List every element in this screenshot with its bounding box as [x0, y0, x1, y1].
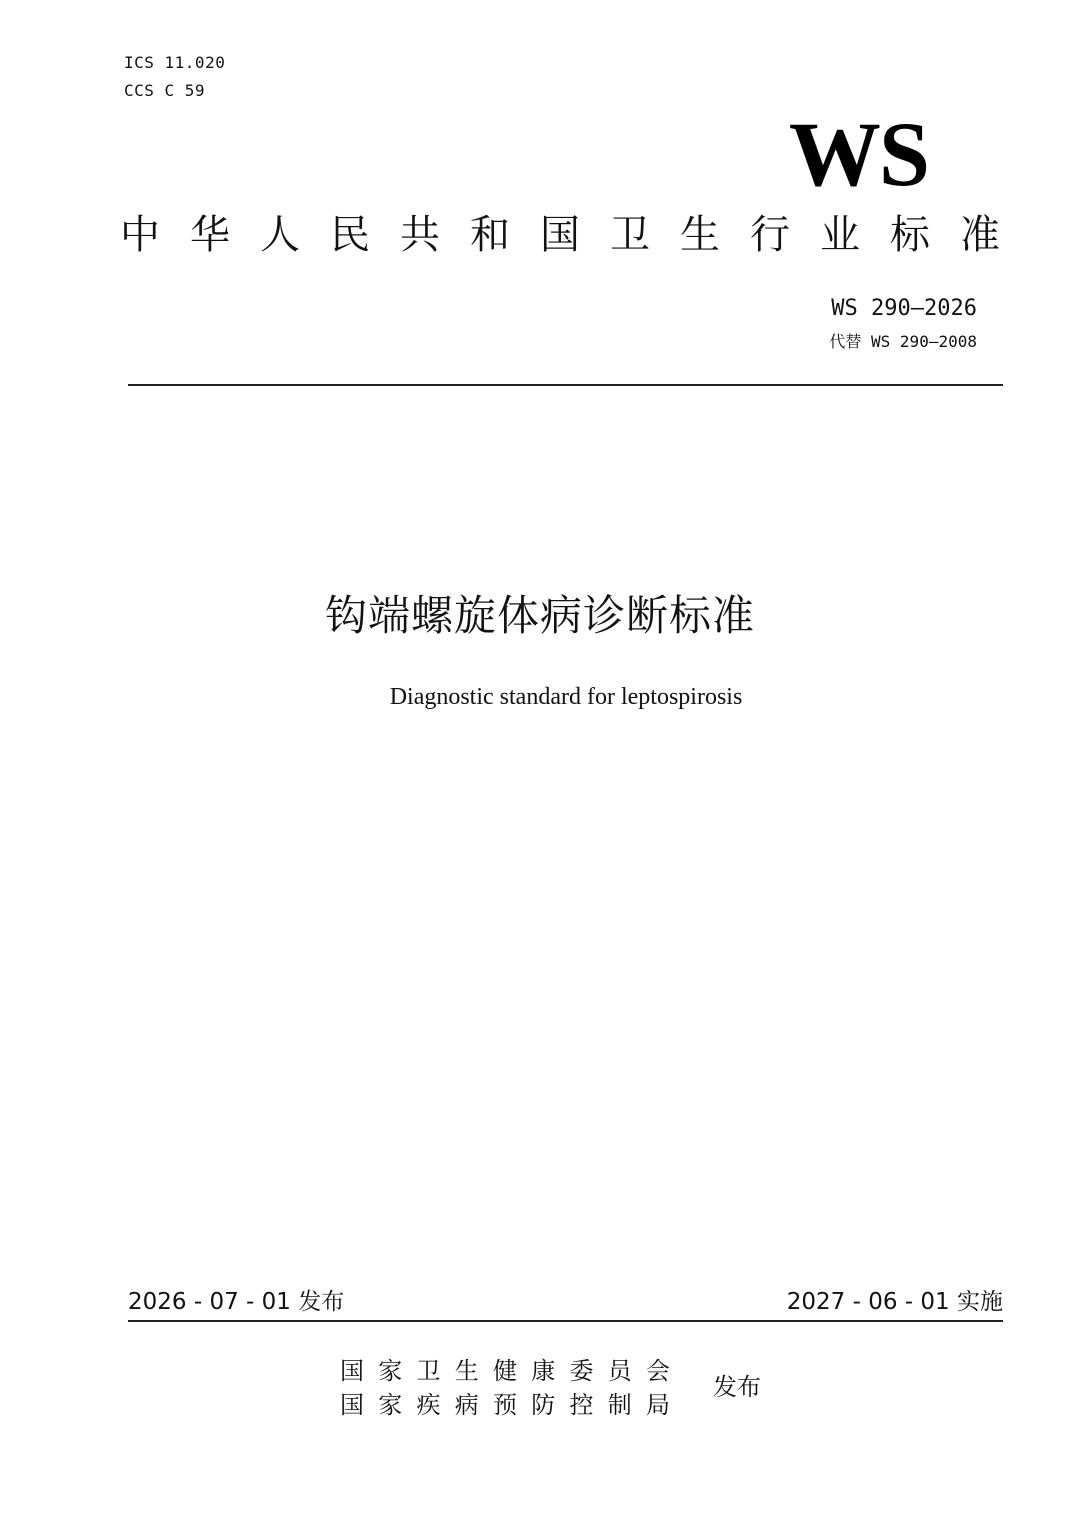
document-title-en: Diagnostic standard for leptospirosis — [389, 684, 743, 710]
char: 委 — [569, 1357, 594, 1385]
publish-date: 2026 - 07 - 01 发布 — [128, 1289, 345, 1315]
ccs-code: CCS C 59 — [124, 81, 206, 100]
bottom-divider — [128, 1320, 1003, 1322]
char: 行 — [750, 212, 790, 258]
char: 华 — [190, 212, 230, 258]
char: 疾 — [416, 1391, 441, 1419]
implement-date: 2027 - 06 - 01 实施 — [786, 1289, 1003, 1315]
issue-word: 发布 — [713, 1373, 761, 1401]
char: 防 — [531, 1391, 556, 1419]
char: 预 — [493, 1391, 517, 1419]
char: 康 — [531, 1357, 556, 1385]
char: 国 — [340, 1357, 364, 1385]
document-title-cn: 钩端螺旋体病诊断标准 — [324, 591, 755, 640]
char: 家 — [378, 1391, 403, 1419]
char: 业 — [820, 212, 860, 258]
char: 准 — [960, 212, 1000, 258]
replaces-standard: 代替 WS 290—2008 — [829, 332, 977, 351]
char: 家 — [378, 1357, 403, 1385]
char: 国 — [540, 212, 580, 258]
char: 控 — [569, 1391, 594, 1419]
char: 中 — [120, 212, 160, 258]
char: 共 — [400, 212, 440, 258]
top-divider — [128, 384, 1003, 386]
char: 局 — [646, 1391, 670, 1419]
char: 标 — [890, 212, 930, 258]
char: 国 — [340, 1391, 364, 1419]
ws-logo: WS — [788, 103, 928, 205]
char: 卫 — [610, 212, 650, 258]
standard-type-title — [120, 210, 1000, 260]
issuer-ndcpa — [340, 1390, 670, 1420]
standard-number: WS 290—2026 — [831, 296, 977, 321]
char: 卫 — [416, 1357, 441, 1385]
char: 病 — [454, 1391, 479, 1419]
char: 健 — [493, 1357, 517, 1385]
char: 民 — [330, 212, 370, 258]
issuer-nhc — [340, 1356, 670, 1386]
ics-code: ICS 11.020 — [124, 53, 226, 72]
char: 生 — [680, 212, 720, 258]
char: 生 — [454, 1357, 479, 1385]
char: 员 — [607, 1357, 632, 1385]
char: 会 — [646, 1357, 670, 1385]
char: 制 — [607, 1391, 632, 1419]
char: 和 — [470, 212, 510, 258]
char: 人 — [260, 212, 300, 258]
